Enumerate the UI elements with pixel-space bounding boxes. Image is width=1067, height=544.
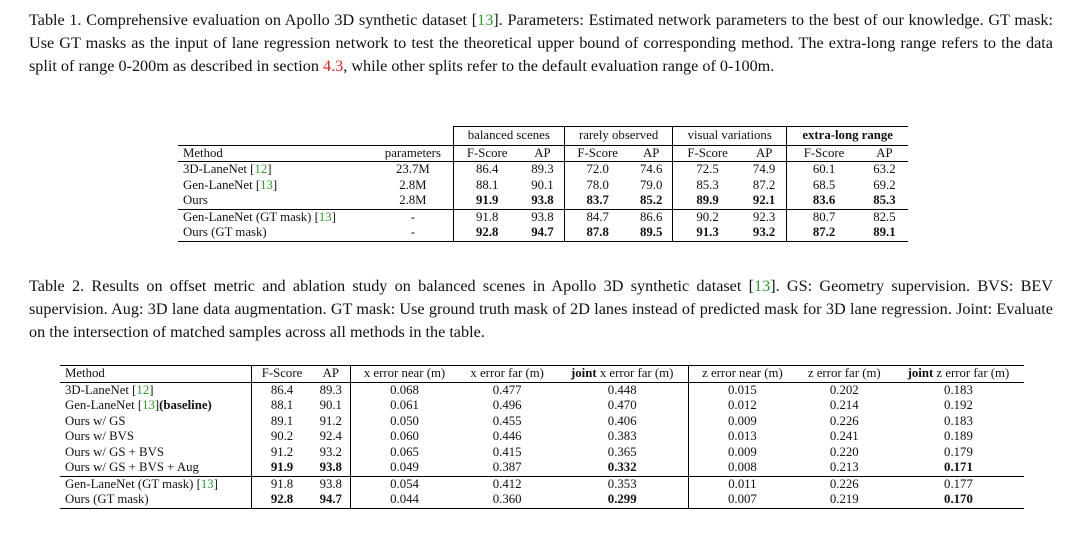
value-cell: 0.015 xyxy=(728,382,757,397)
citation-link[interactable]: 13 xyxy=(200,476,214,491)
value-cell: 91.9 xyxy=(475,193,499,207)
value-cell: 90.1 xyxy=(521,178,565,194)
value-cell: 74.6 xyxy=(630,162,672,178)
group-header: balanced scenes xyxy=(453,127,565,146)
value-cell: 92.3 xyxy=(742,209,787,225)
value-cell: 0.415 xyxy=(492,444,522,459)
value-cell: 0.183 xyxy=(944,382,973,397)
column-header xyxy=(556,366,688,383)
value-cell: 91.8 xyxy=(453,209,521,225)
method-name: ] xyxy=(154,398,160,412)
column-header: F-Score xyxy=(453,145,521,162)
params-cell: - xyxy=(373,209,453,225)
caption-text: Table 2. Results on offset metric and ablation study on balanced scenes in Apollo 3D synthetic dataset [ xyxy=(29,277,755,295)
value-cell: 0.299 xyxy=(556,492,688,508)
value-cell: 0.179 xyxy=(944,444,973,459)
caption-text: ]. GS: Geometry supervision. BVS: BEV supervision. Aug: 3D lane data augmentation. GT mask: Use ground truth mask of 2D lanes instead of predicted mask for 3D lane regression. Joint: Evaluate on the intersection of matched samples across all methods in the table. xyxy=(29,277,1053,341)
column-header: Method xyxy=(178,145,373,162)
value-cell: 91.2 xyxy=(270,444,294,459)
caption-text: Table 1. Comprehensive evaluation on Apollo 3D synthetic dataset [ xyxy=(29,11,478,29)
value-cell: 90.2 xyxy=(270,429,294,443)
value-cell: 0.170 xyxy=(944,492,973,506)
value-cell: 85.3 xyxy=(873,193,896,207)
value-cell: 78.0 xyxy=(586,177,609,192)
caption-text: , while other splits refer to the default evaluation range of 0-100m. xyxy=(343,57,775,75)
table-row xyxy=(60,476,1024,492)
value-cell: 0.446 xyxy=(492,429,522,443)
value-cell: 87.8 xyxy=(586,225,609,239)
value-cell: 90.1 xyxy=(312,398,351,414)
method-cell xyxy=(60,460,252,476)
column-header: x error near (m) xyxy=(350,366,458,383)
table-row xyxy=(60,492,1024,508)
value-cell: 91.2 xyxy=(312,414,351,430)
method-name: Ours w/ BVS xyxy=(65,429,134,443)
column-header: F-Score xyxy=(565,145,631,162)
column-header: AP xyxy=(521,145,565,162)
column-header: AP xyxy=(861,145,908,162)
method-cell xyxy=(60,429,252,445)
method-cell xyxy=(60,476,252,492)
method-cell xyxy=(60,492,252,508)
params-cell: 23.7M xyxy=(373,162,453,178)
value-cell: 83.7 xyxy=(586,193,609,207)
value-cell: 0.202 xyxy=(829,382,859,397)
value-cell: 0.011 xyxy=(689,476,796,492)
value-cell: 0.183 xyxy=(944,413,973,428)
column-header-text: x error far (m) xyxy=(596,366,674,380)
value-cell: 0.412 xyxy=(458,476,556,492)
method-name: Gen-LaneNet (GT mask) [ xyxy=(183,209,319,224)
column-header: F-Score xyxy=(252,366,312,383)
value-cell: 88.1 xyxy=(475,177,499,192)
citation-link[interactable]: 13 xyxy=(260,177,273,192)
value-cell: 89.5 xyxy=(630,225,672,241)
table-row xyxy=(60,398,1024,414)
value-cell: 0.068 xyxy=(390,382,419,397)
value-cell: 0.009 xyxy=(728,413,757,428)
value-cell: 0.220 xyxy=(829,444,859,459)
column-header: AP xyxy=(742,145,787,162)
method-cell xyxy=(60,382,252,398)
value-cell: 92.8 xyxy=(475,225,499,239)
method-cell xyxy=(60,398,252,414)
method-name: ] xyxy=(331,209,336,224)
table2-caption xyxy=(29,275,1053,344)
value-cell: 84.7 xyxy=(565,209,631,225)
column-header: Method xyxy=(60,366,252,383)
citation-link[interactable]: 13 xyxy=(318,209,332,224)
table-row xyxy=(60,382,1024,398)
value-cell: 72.5 xyxy=(696,162,719,176)
value-cell: 0.470 xyxy=(556,398,688,414)
table-row xyxy=(178,178,908,194)
value-cell: 85.3 xyxy=(696,177,719,192)
method-name: ] xyxy=(213,476,218,491)
value-cell: 0.050 xyxy=(390,413,419,428)
section-link[interactable]: 4.3 xyxy=(323,57,344,75)
table-row xyxy=(60,460,1024,476)
value-cell: 0.177 xyxy=(893,476,1024,492)
value-cell: 89.1 xyxy=(270,413,294,428)
value-cell: 0.061 xyxy=(390,398,419,412)
column-header: F-Score xyxy=(673,145,742,162)
method-name: ] xyxy=(272,177,278,192)
group-header: rarely observed xyxy=(565,127,673,146)
method-name: 3D-LaneNet [ xyxy=(65,382,137,397)
group-header: visual variations xyxy=(673,127,787,146)
value-cell: 91.3 xyxy=(696,225,719,239)
value-cell: 94.7 xyxy=(521,225,565,241)
method-name: Ours (GT mask) xyxy=(65,492,149,506)
value-cell: 93.8 xyxy=(521,209,565,225)
value-cell: 85.2 xyxy=(630,193,672,209)
value-cell: 87.2 xyxy=(742,178,787,194)
method-cell xyxy=(60,414,252,430)
value-cell: 0.365 xyxy=(556,445,688,461)
value-cell: 0.383 xyxy=(556,429,688,445)
value-cell: 0.008 xyxy=(728,460,757,474)
value-cell: 0.009 xyxy=(728,444,757,459)
value-cell: 89.1 xyxy=(873,225,896,239)
method-name: Ours (GT mask) xyxy=(183,225,267,239)
column-header: AP xyxy=(312,366,351,383)
value-cell: 0.406 xyxy=(556,414,688,430)
baseline-label: (baseline) xyxy=(159,398,212,412)
value-cell: 93.8 xyxy=(312,476,351,492)
table-row xyxy=(178,225,908,241)
method-name: Ours w/ GS + BVS xyxy=(65,444,164,459)
value-cell: 0.353 xyxy=(556,476,688,492)
value-cell: 92.4 xyxy=(312,429,351,445)
value-cell: 82.5 xyxy=(861,209,908,225)
value-cell: 0.448 xyxy=(556,382,688,398)
method-name: ] xyxy=(149,382,154,397)
value-cell: 80.7 xyxy=(787,209,861,225)
value-cell: 0.060 xyxy=(390,429,419,443)
table1-caption xyxy=(29,9,1053,78)
value-cell: 90.2 xyxy=(673,209,742,225)
params-cell: 2.8M xyxy=(373,178,453,194)
citation-link[interactable]: 12 xyxy=(136,382,150,397)
table2 xyxy=(60,365,1024,509)
value-cell: 69.2 xyxy=(873,177,896,192)
value-cell: 0.496 xyxy=(492,398,522,412)
table1 xyxy=(178,126,908,242)
value-cell: 87.2 xyxy=(812,225,836,239)
value-cell: 93.8 xyxy=(521,193,565,209)
caption-text: ]. Parameters: Estimated network parameters to the best of our knowledge. GT mask: Use GT masks as the input of lane regression network to test the theoretical upper bound of corresponding method. The extra-long range refers to the data split of range 0-200m as described in section xyxy=(29,11,1053,75)
column-header: AP xyxy=(630,145,672,162)
citation-link[interactable]: 12 xyxy=(254,162,268,176)
value-cell: 89.9 xyxy=(696,193,719,207)
value-cell: 0.007 xyxy=(728,492,757,506)
value-cell: 0.455 xyxy=(492,413,522,428)
method-name: ] xyxy=(267,162,272,176)
value-cell: 86.4 xyxy=(475,162,499,176)
value-cell: 0.332 xyxy=(556,460,688,476)
column-header xyxy=(893,366,1024,383)
value-cell: 0.189 xyxy=(944,429,973,443)
group-header: extra-long range xyxy=(787,127,908,146)
value-cell: 92.8 xyxy=(270,492,294,506)
value-cell: 0.226 xyxy=(796,476,893,492)
value-cell: 86.6 xyxy=(630,209,672,225)
value-cell: 60.1 xyxy=(812,162,836,176)
value-cell: 86.4 xyxy=(270,382,294,397)
value-cell: 0.044 xyxy=(390,492,419,506)
value-cell: 0.065 xyxy=(390,444,419,459)
citation-link[interactable]: 13 xyxy=(142,398,155,412)
method-name: Ours xyxy=(183,193,208,207)
params-cell: - xyxy=(373,225,453,241)
value-cell: 93.2 xyxy=(312,445,351,461)
column-header-text: z error far (m) xyxy=(933,366,1010,380)
table2-header-row xyxy=(60,366,1024,383)
value-cell: 0.054 xyxy=(350,476,458,492)
citation-link[interactable]: 13 xyxy=(477,11,494,29)
value-cell: 93.2 xyxy=(742,225,787,241)
value-cell: 68.5 xyxy=(812,177,836,192)
method-name: Ours w/ GS xyxy=(65,413,126,428)
method-name: Gen-LaneNet [ xyxy=(65,398,143,412)
value-cell: 0.013 xyxy=(728,429,757,443)
params-cell: 2.8M xyxy=(373,193,453,209)
column-header: z error near (m) xyxy=(689,366,796,383)
value-cell: 0.012 xyxy=(728,398,757,412)
table-row xyxy=(60,445,1024,461)
value-cell: 0.219 xyxy=(829,492,859,506)
value-cell: 93.8 xyxy=(312,460,351,476)
value-cell: 0.049 xyxy=(390,460,419,474)
value-cell: 63.2 xyxy=(873,162,896,176)
joint-label: joint xyxy=(907,366,934,380)
value-cell: 91.9 xyxy=(270,460,294,474)
value-cell: 0.214 xyxy=(829,398,859,412)
value-cell: 0.477 xyxy=(492,382,522,397)
table1-header-row xyxy=(178,145,908,162)
citation-link[interactable]: 13 xyxy=(754,277,771,295)
value-cell: 89.3 xyxy=(312,382,351,398)
method-name: Gen-LaneNet (GT mask) [ xyxy=(65,476,201,491)
method-name: Ours w/ GS + BVS + Aug xyxy=(65,460,199,474)
value-cell: 72.0 xyxy=(586,162,609,176)
method-name: Gen-LaneNet [ xyxy=(183,177,261,192)
joint-label: joint xyxy=(571,366,597,380)
column-header: F-Score xyxy=(787,145,861,162)
value-cell: 89.3 xyxy=(521,162,565,178)
value-cell: 0.171 xyxy=(944,460,973,474)
value-cell: 94.7 xyxy=(312,492,351,508)
value-cell: 88.1 xyxy=(270,398,294,412)
method-cell xyxy=(60,445,252,461)
value-cell: 0.241 xyxy=(829,429,859,443)
value-cell: 79.0 xyxy=(630,178,672,194)
value-cell: 0.387 xyxy=(492,460,522,474)
value-cell: 0.192 xyxy=(944,398,973,412)
value-cell: 74.9 xyxy=(742,162,787,178)
table-row xyxy=(178,209,908,225)
table-row xyxy=(60,414,1024,430)
value-cell: 91.8 xyxy=(252,476,312,492)
value-cell: 92.1 xyxy=(742,193,787,209)
value-cell: 0.213 xyxy=(829,460,859,474)
table-row xyxy=(60,429,1024,445)
table-row xyxy=(178,162,908,178)
column-header: x error far (m) xyxy=(458,366,556,383)
table-row xyxy=(178,193,908,209)
value-cell: 83.6 xyxy=(812,193,836,207)
value-cell: 0.360 xyxy=(492,492,522,506)
method-name: 3D-LaneNet [ xyxy=(183,162,255,176)
column-header: parameters xyxy=(373,145,453,162)
value-cell: 0.226 xyxy=(829,413,859,428)
column-header: z error far (m) xyxy=(796,366,893,383)
